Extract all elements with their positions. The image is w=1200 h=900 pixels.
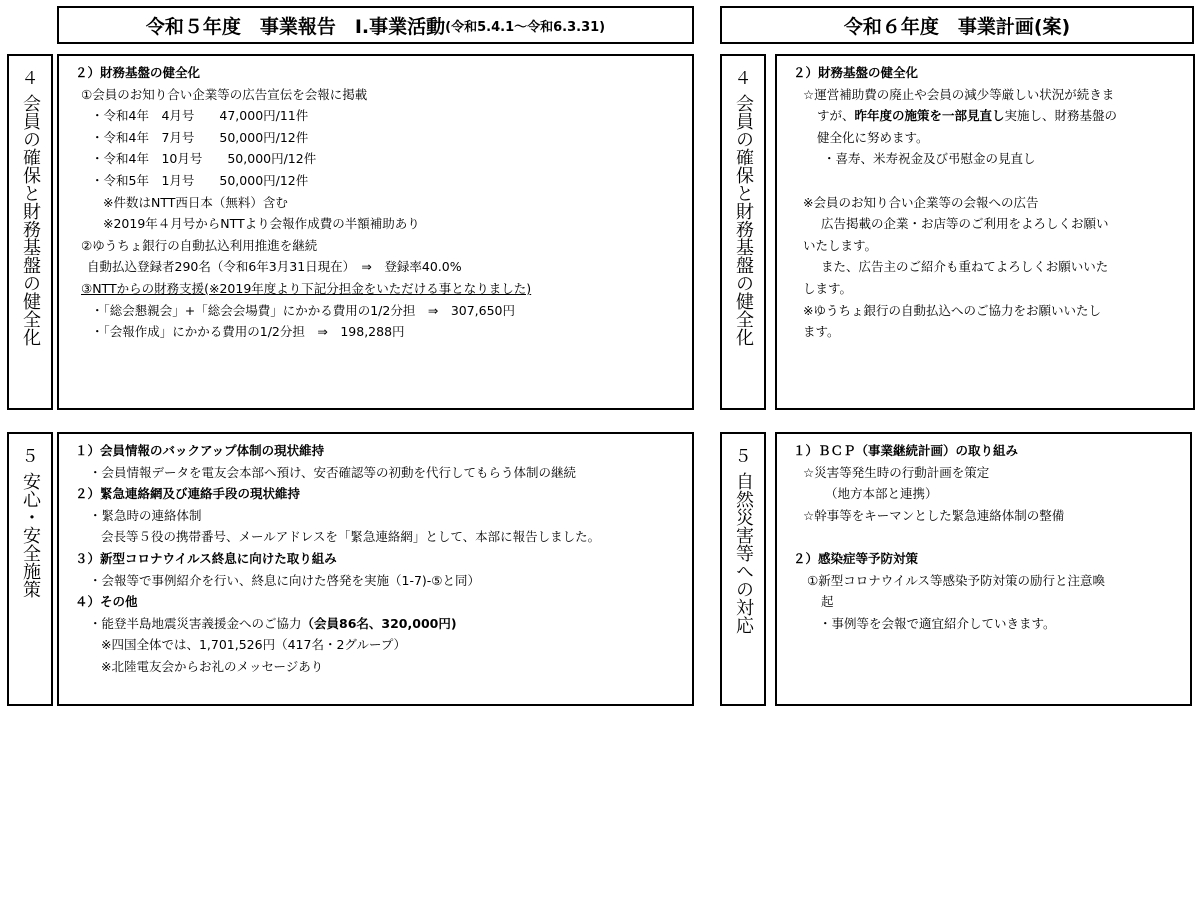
text-line: ２）感染症等予防対策: [793, 550, 919, 566]
text-line: ・令和4年 10月号 50,000円/12件: [91, 151, 317, 167]
section5-report-sidebar: [7, 432, 53, 706]
section4-plan-sidebar: [720, 54, 766, 410]
text-line: ・令和4年 7月号 50,000円/12件: [91, 129, 309, 145]
text-line: ☆運営補助費の廃止や会員の減少等厳しい状況が続きま: [803, 86, 1115, 102]
text-line: [793, 170, 1183, 192]
text-line: ☆幹事等をキーマンとした緊急連絡体制の整備: [803, 507, 1065, 523]
text-line: ・能登半島地震災害義援金へのご協力（会員86名、320,000円): [89, 615, 457, 631]
section4-plan-lines: [793, 62, 1183, 343]
plan-header: [720, 6, 1194, 44]
section4-report-vertical-title: 会員の確保と財務基盤の健全化: [20, 94, 41, 346]
report-header-title: 令和５年度 事業報告 Ⅰ.事業活動: [145, 15, 446, 38]
section4-plan-vertical-title: 会員の確保と財務基盤の健全化: [733, 94, 754, 346]
section5-report-lines: [75, 440, 682, 678]
text-line: ※件数はNTT西日本（無料）含む: [103, 194, 288, 210]
text-line: すが、昨年度の施策を一部見直し実施し、財務基盤の: [817, 108, 1118, 124]
text-line: 健全化に努めます。: [817, 129, 929, 145]
text-line: ①会員のお知り合い企業等の広告宣伝を会報に掲載: [81, 86, 368, 102]
section4-report-content: [57, 54, 694, 410]
text-line: 起: [821, 594, 834, 610]
text-line: ２）財務基盤の健全化: [793, 65, 919, 80]
report-header-period: (令和5.4.1～令和6.3.31): [445, 19, 606, 35]
section4-report-lines: [75, 62, 682, 343]
text-line: また、広告主のご紹介も重ねてよろしくお願いいた: [821, 259, 1109, 275]
section4-plan-content: [775, 54, 1195, 410]
text-line: ３）新型コロナウイルス終息に向けた取り組み: [75, 550, 337, 566]
report-header: [57, 6, 694, 44]
text-line: ①新型コロナウイルス等感染予防対策の励行と注意喚: [807, 572, 1105, 588]
section4-plan-number: ４: [734, 69, 752, 89]
text-line: ・事例等を会報で適宜紹介していきます。: [819, 615, 1056, 631]
section5-report-number: ５: [21, 447, 39, 467]
text-line: ※ゆうちょ銀行の自動払込へのご協力をお願いいたし: [803, 302, 1101, 318]
section5-plan-lines: [793, 440, 1180, 634]
section4-report-sidebar: [7, 54, 53, 410]
text-line: ２）財務基盤の健全化: [75, 65, 201, 80]
text-line: ・令和5年 1月号 50,000円/12件: [91, 172, 309, 188]
text-line: ③NTTからの財務支援(※2019年度より下記分担金をいただける事となりました): [81, 280, 532, 296]
text-line: ・「会報作成」にかかる費用の1/2分担 ⇒ 198,288円: [91, 324, 405, 340]
section5-plan-sidebar: [720, 432, 766, 706]
text-line: ・喜寿、米寿祝金及び弔慰金の見直し: [823, 151, 1036, 167]
text-line: ・令和4年 4月号 47,000円/11件: [91, 108, 309, 124]
text-line: ・会員情報データを電友会本部へ預け、安否確認等の初動を代行してもらう体制の継続: [89, 464, 577, 480]
section5-plan-number: ５: [734, 447, 752, 467]
text-line: ２）緊急連絡網及び連絡手段の現状維持: [75, 486, 301, 502]
text-line: いたします。: [803, 237, 878, 253]
text-line: 自動払込登録者290名（令和6年3月31日現在） ⇒ 登録率40.0%: [87, 259, 462, 275]
section5-plan-content: [775, 432, 1192, 706]
text-line: 広告掲載の企業・お店等のご利用をよろしくお願い: [821, 216, 1109, 232]
text-line: １）会員情報のバックアップ体制の現状維持: [75, 443, 325, 458]
section4-report-number: ４: [21, 69, 39, 89]
text-line: （地方本部と連携）: [825, 486, 938, 502]
text-line: １）ＢＣＰ（事業継続計画）の取り組み: [793, 443, 1019, 458]
section5-report-content: [57, 432, 694, 706]
text-line: ・会報等で事例紹介を行い、終息に向けた啓発を実施（1-7)-⑤と同）: [89, 572, 481, 588]
text-line: 会長等５役の携帯番号、メールアドレスを「緊急連絡網」として、本部に報告しました。: [101, 529, 601, 545]
text-line: ※会員のお知り合い企業等の会報への広告: [803, 194, 1039, 210]
text-line: ☆災害等発生時の行動計画を策定: [803, 464, 990, 480]
text-line: ・緊急時の連絡体制: [89, 507, 202, 523]
plan-header-title: 令和６年度 事業計画(案): [843, 15, 1071, 38]
text-line: します。: [803, 280, 853, 296]
text-line: ・「総会懇親会」+「総会会場費」にかかる費用の1/2分担 ⇒ 307,650円: [91, 302, 516, 318]
section5-plan-vertical-title: 自然災害等への対応: [733, 472, 754, 634]
section5-report-vertical-title: 安心・安全施策: [20, 472, 41, 598]
text-line: ※2019年４月号からNTTより会報作成費の半額補助あり: [103, 216, 420, 232]
text-line: ４）その他: [75, 594, 138, 610]
text-line: ます。: [803, 324, 840, 340]
text-line: ※四国全体では、1,701,526円（417名・2グループ）: [101, 637, 407, 653]
text-line: ※北陸電友会からお礼のメッセージあり: [101, 658, 324, 674]
text-line: ②ゆうちょ銀行の自動払込利用推進を継続: [81, 237, 318, 253]
text-line: [793, 526, 1180, 548]
